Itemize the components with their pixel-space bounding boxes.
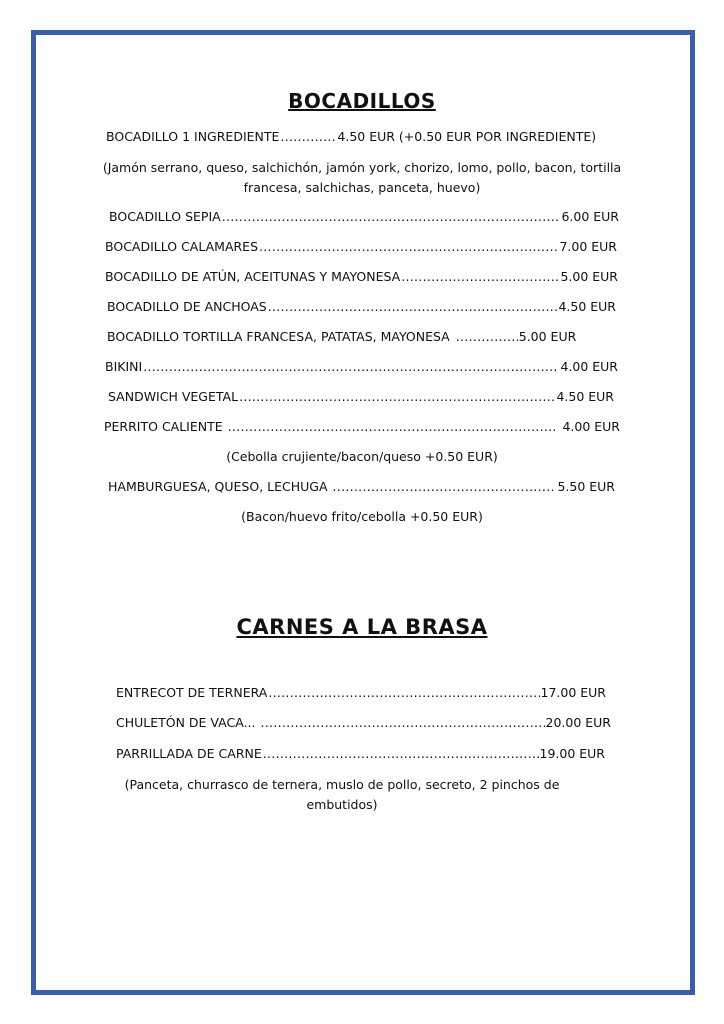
menu-item-name: BOCADILLO DE ANCHOAS	[107, 299, 267, 314]
perrito-extras-note: (Cebolla crujiente/bacon/queso +0.50 EUR)	[226, 449, 498, 464]
dot-leader	[259, 239, 558, 255]
menu-item-bocadillo-atun	[105, 269, 618, 285]
menu-item-perrito-caliente	[104, 419, 620, 435]
menu-item-name: BOCADILLO SEPIA	[109, 209, 221, 224]
dot-leader	[143, 359, 559, 375]
dot-leader	[333, 479, 557, 495]
parrillada-note: (Panceta, churrasco de ternera, muslo de pollo, secreto, 2 pinchos de embutidos)	[124, 777, 560, 812]
menu-item-name: BOCADILLO DE ATÚN, ACEITUNAS Y MAYONESA	[105, 269, 401, 284]
menu-item-name: PARRILLADA DE CARNE	[116, 746, 262, 761]
menu-item-price: 4.50 EUR (+0.50 EUR POR INGREDIENTE)	[337, 129, 597, 144]
menu-item-name: BOCADILLO 1 INGREDIENTE	[106, 129, 280, 144]
menu-item-bikini	[105, 359, 618, 375]
menu-item-price: 5.50 EUR	[557, 479, 615, 494]
hamburguesa-extras-note: (Bacon/huevo frito/cebolla +0.50 EUR)	[241, 509, 483, 524]
menu-item-name: HAMBURGUESA, QUESO, LECHUGA	[108, 479, 328, 494]
menu-item-name: BIKINI	[105, 359, 143, 374]
menu-item-name: SANDWICH VEGETAL	[108, 389, 239, 404]
menu-item-price: 20.00 EUR	[545, 715, 611, 730]
menu-item-price: 4.50 EUR	[558, 299, 616, 314]
menu-item-bocadillo-1-ingrediente	[106, 129, 616, 145]
menu-item-name: PERRITO CALIENTE	[104, 419, 223, 434]
ingredients-note: (Jamón serrano, queso, salchichón, jamón york, chorizo, lomo, pollo, bacon, tortilla francesa, salchichas, panceta, huevo)	[102, 160, 622, 195]
dot-leader	[401, 269, 559, 285]
menu-item-bocadillo-anchoas	[107, 299, 616, 315]
menu-item-price: 4.00 EUR	[562, 419, 620, 434]
menu-item-price: 17.00 EUR	[540, 685, 606, 700]
menu-item-bocadillo-calamares	[105, 239, 617, 255]
menu-item-name: BOCADILLO CALAMARES	[105, 239, 259, 254]
dot-leader	[263, 746, 539, 762]
dot-leader	[268, 685, 539, 701]
menu-item-hamburguesa	[108, 479, 615, 495]
menu-item-bocadillo-tortilla	[107, 329, 617, 345]
dot-leader	[280, 129, 336, 145]
section-title-carnes: CARNES A LA BRASA	[236, 615, 488, 639]
menu-item-price: 5.00 EUR	[518, 329, 577, 344]
menu-item-name: BOCADILLO TORTILLA FRANCESA, PATATAS, MAYONESA	[107, 329, 450, 344]
menu-item-price: 19.00 EUR	[539, 746, 605, 761]
menu-item-price: 4.00 EUR	[560, 359, 618, 374]
menu-item-price: 7.00 EUR	[559, 239, 617, 254]
dot-leader	[456, 329, 518, 345]
menu-item-name: CHULETÓN DE VACA...	[116, 715, 256, 730]
menu-item-price: 4.50 EUR	[556, 389, 614, 404]
menu-item-bocadillo-sepia	[109, 209, 619, 225]
dot-leader	[268, 299, 558, 315]
menu-item-entrecot	[116, 685, 606, 701]
section-title-bocadillos: BOCADILLOS	[288, 89, 436, 113]
menu-item-price: 5.00 EUR	[560, 269, 618, 284]
menu-item-sandwich-vegetal	[108, 389, 614, 405]
dot-leader	[228, 419, 558, 435]
menu-item-chuleton	[116, 715, 611, 731]
dot-leader	[222, 209, 561, 225]
menu-item-name: ENTRECOT DE TERNERA	[116, 685, 268, 700]
menu-item-parrillada	[116, 746, 605, 762]
menu-item-price: 6.00 EUR	[561, 209, 619, 224]
dot-leader	[239, 389, 555, 405]
dot-leader	[261, 715, 545, 731]
